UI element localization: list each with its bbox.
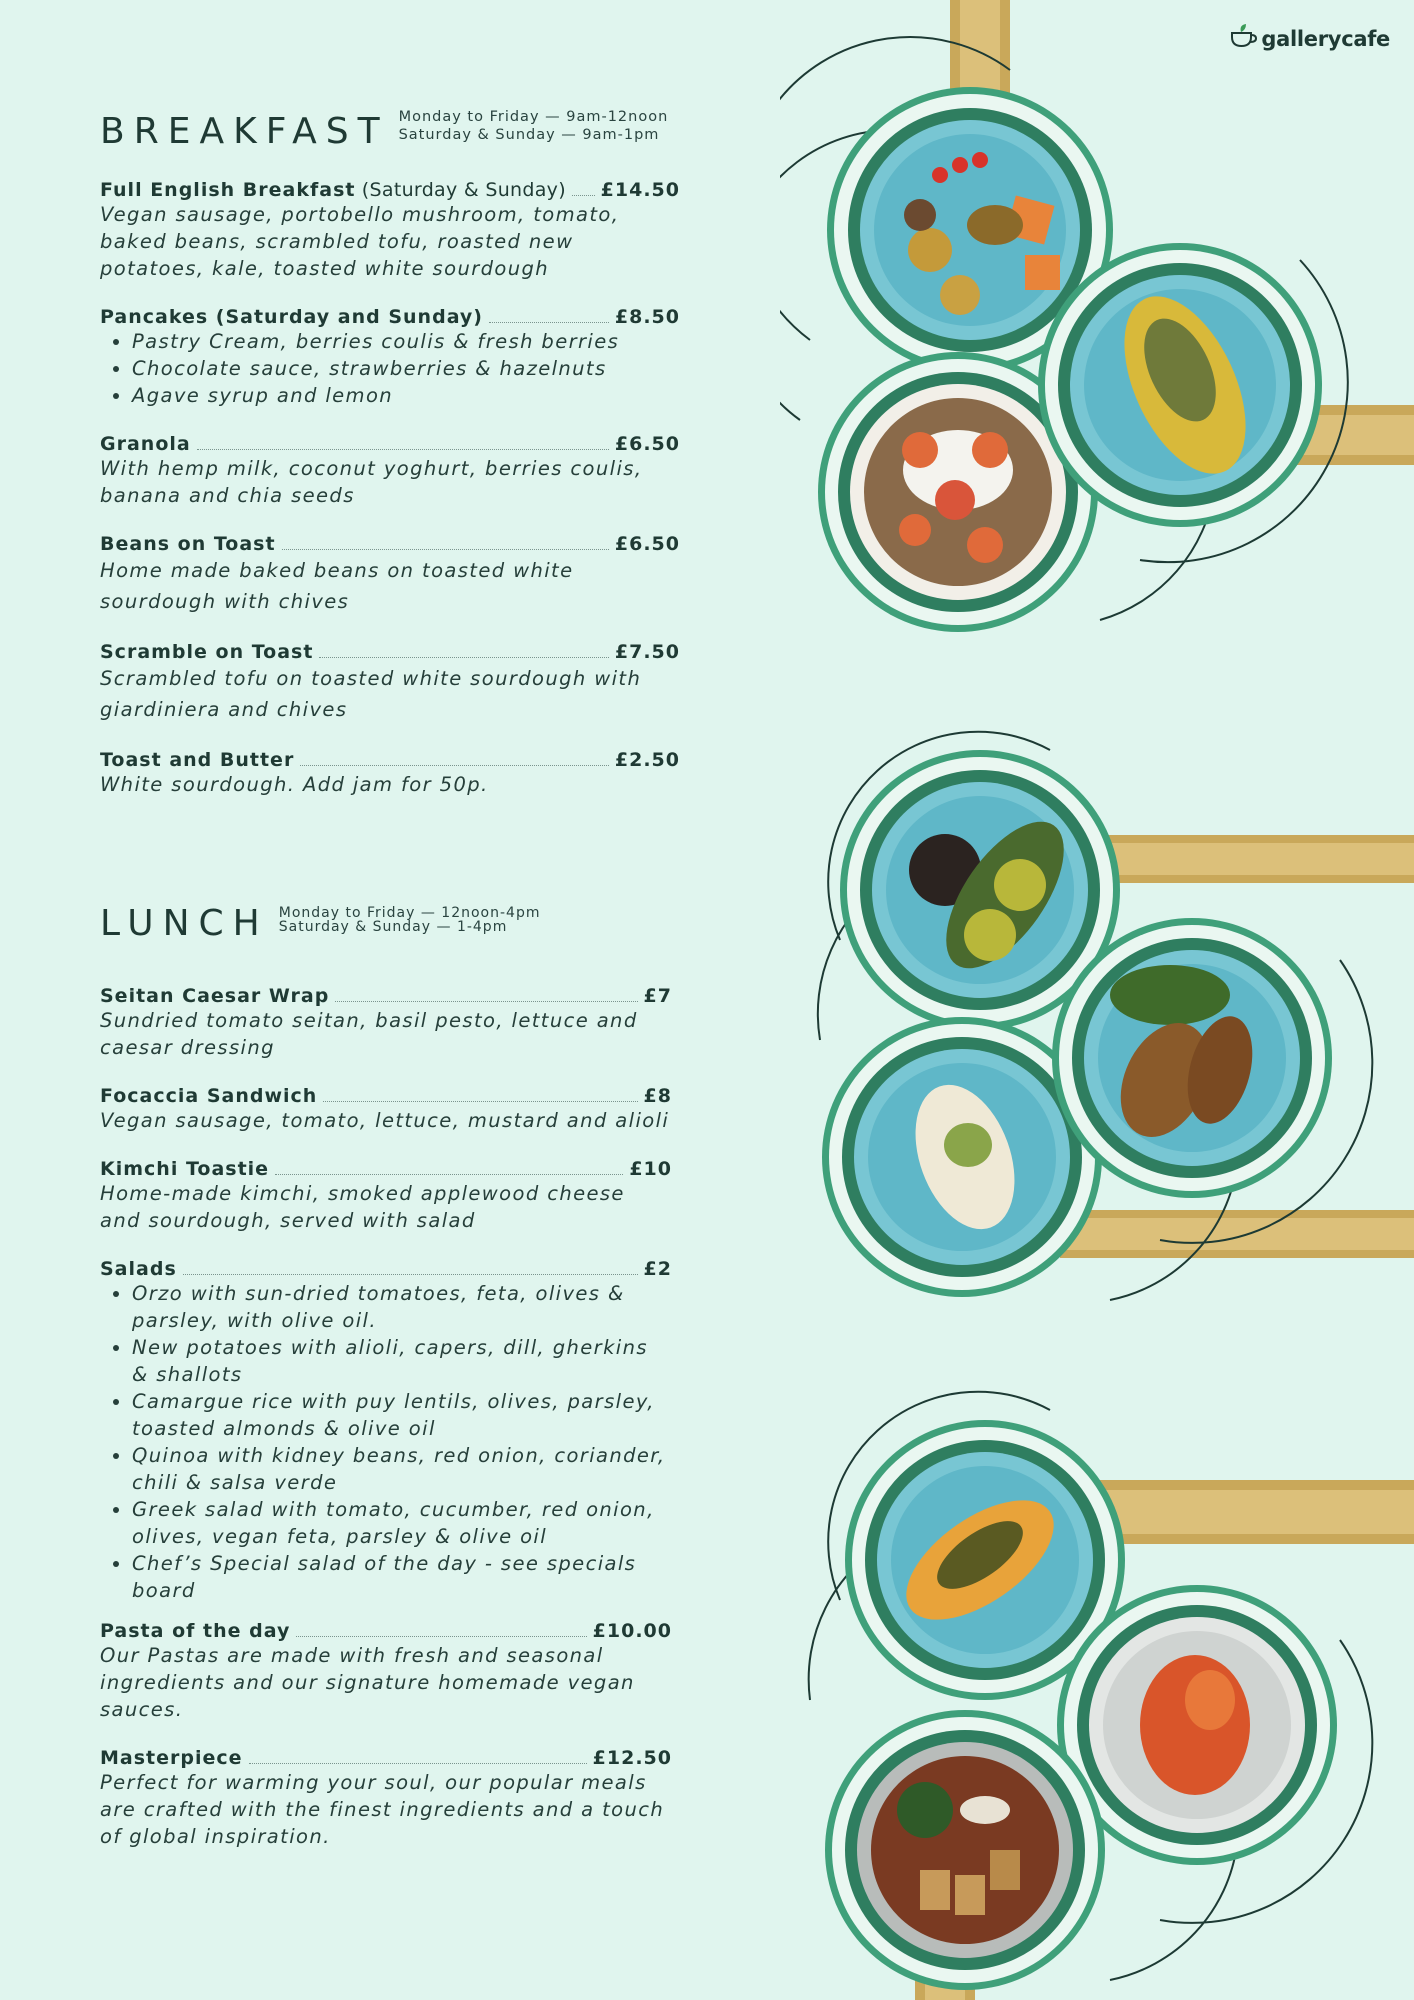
menu-item	[100, 985, 672, 1061]
breakfast-items	[100, 179, 680, 798]
item-options	[100, 328, 680, 409]
menu-item	[100, 1158, 672, 1234]
item-price: £2.50	[614, 749, 680, 771]
option-item: • Pastry Cream, berries coulis & fresh berries	[132, 328, 680, 355]
menu-item	[100, 306, 680, 409]
option-item: • Greek salad with tomato, cucumber, red onion, olives, vegan feta, parsley & olive oil	[132, 1496, 672, 1550]
item-price: £10.00	[592, 1620, 672, 1642]
lunch-hours	[279, 906, 541, 934]
dot-leader	[300, 765, 609, 766]
menu-item	[100, 533, 680, 617]
item-description: Sundried tomato seitan, basil pesto, lettuce and caesar dressing	[100, 1009, 638, 1059]
breakfast-section	[100, 108, 680, 822]
item-name: Beans on Toast	[100, 533, 276, 555]
lunch-title: LUNCH	[100, 903, 269, 944]
item-name: Scramble on Toast	[100, 641, 314, 663]
menu-item	[100, 1085, 672, 1134]
option-item: • New potatoes with alioli, capers, dill, gherkins & shallots	[132, 1334, 672, 1388]
item-description: With hemp milk, coconut yoghurt, berries coulis, banana and chia seeds	[100, 457, 643, 507]
brand-name: gallerycafe	[1261, 26, 1390, 51]
lunch-items	[100, 985, 672, 1850]
item-name: Full English Breakfast (Saturday & Sunday)	[100, 179, 566, 201]
item-price: £7	[643, 985, 672, 1007]
lunch-photo-group-1	[780, 720, 1414, 1320]
menu-item	[100, 641, 680, 725]
item-price: £10	[629, 1158, 672, 1180]
dot-leader	[572, 195, 595, 196]
item-price: £12.50	[592, 1747, 672, 1769]
item-description: Home made baked beans on toasted white sourdough with chives	[100, 559, 574, 613]
option-item: • Orzo with sun-dried tomatoes, feta, olives & parsley, with olive oil.	[132, 1280, 672, 1334]
option-item: • Chocolate sauce, strawberries & hazelnuts	[132, 355, 680, 382]
dot-leader	[489, 322, 609, 323]
dot-leader	[183, 1274, 638, 1275]
item-price: £2	[643, 1258, 672, 1280]
dot-leader	[296, 1636, 586, 1637]
breakfast-title: BREAKFAST	[100, 111, 389, 152]
menu-item	[100, 179, 680, 282]
menu-item	[100, 1747, 672, 1850]
menu-item	[100, 1258, 672, 1604]
dot-leader	[249, 1763, 587, 1764]
breakfast-hours-weekend: Saturday & Sunday — 9am-1pm	[398, 127, 660, 144]
dot-leader	[197, 449, 609, 450]
item-description: Vegan sausage, tomato, lettuce, mustard and alioli	[100, 1109, 670, 1132]
item-name: Toast and Butter	[100, 749, 295, 771]
menu-item	[100, 749, 680, 798]
breakfast-header	[100, 108, 680, 150]
item-options	[100, 1280, 672, 1604]
item-name: Salads	[100, 1258, 177, 1280]
breakfast-hours-weekday: Monday to Friday — 9am-12noon	[398, 109, 669, 125]
item-description: Perfect for warming your soul, our popular meals are crafted with the finest ingredients and a touch of global inspiration.	[100, 1771, 665, 1848]
dot-leader	[319, 657, 608, 658]
item-description: Scrambled tofu on toasted white sourdough with giardiniera and chives	[100, 667, 642, 721]
item-name: Seitan Caesar Wrap	[100, 985, 330, 1007]
dish-photo-grilled-seitan	[1052, 918, 1332, 1198]
option-item: • Chef’s Special salad of the day - see specials board	[132, 1550, 672, 1604]
option-item: • Agave syrup and lemon	[132, 382, 680, 409]
item-name: Focaccia Sandwich	[100, 1085, 318, 1107]
menu-item	[100, 433, 680, 509]
breakfast-hours	[399, 108, 669, 144]
dot-leader	[335, 1001, 637, 1002]
item-price: £7.50	[614, 641, 680, 663]
dot-leader	[275, 1174, 623, 1175]
item-price: £14.50	[600, 179, 680, 201]
item-description: Vegan sausage, portobello mushroom, tomato, baked beans, scrambled tofu, roasted new potatoes, kale, toasted white sourdough	[100, 203, 620, 280]
lunch-header	[100, 903, 672, 944]
dot-leader	[323, 1101, 637, 1102]
lunch-photo-group-2	[780, 1380, 1414, 2000]
item-price: £8	[643, 1085, 672, 1107]
lunch-hours-weekend: Saturday & Sunday — 1-4pm	[278, 919, 508, 935]
item-description: Home-made kimchi, smoked applewood cheese and sourdough, served with salad	[100, 1182, 625, 1232]
lunch-section	[100, 903, 672, 1874]
item-price: £8.50	[614, 306, 680, 328]
item-name: Pancakes (Saturday and Sunday)	[100, 306, 483, 328]
item-price: £6.50	[614, 533, 680, 555]
dish-photo-tofu-toast	[1038, 243, 1322, 527]
menu-item	[100, 1620, 672, 1723]
item-description: Our Pastas are made with fresh and seasonal ingredients and our signature homemade vegan sauces.	[100, 1644, 635, 1721]
item-name: Kimchi Toastie	[100, 1158, 270, 1180]
breakfast-photo-group	[780, 0, 1414, 650]
dish-photo-ramen-bowl	[825, 1710, 1105, 1990]
lunch-hours-weekday: Monday to Friday — 12noon-4pm	[278, 905, 541, 921]
option-item: • Camargue rice with puy lentils, olives, parsley, toasted almonds & olive oil	[132, 1388, 672, 1442]
dot-leader	[282, 549, 609, 550]
item-description: White sourdough. Add jam for 50p.	[100, 773, 489, 796]
item-name: Pasta of the day	[100, 1620, 291, 1642]
item-name: Granola	[100, 433, 191, 455]
item-name: Masterpiece	[100, 1747, 243, 1769]
option-item: • Quinoa with kidney beans, red onion, coriander, chili & salsa verde	[132, 1442, 672, 1496]
item-price: £6.50	[614, 433, 680, 455]
